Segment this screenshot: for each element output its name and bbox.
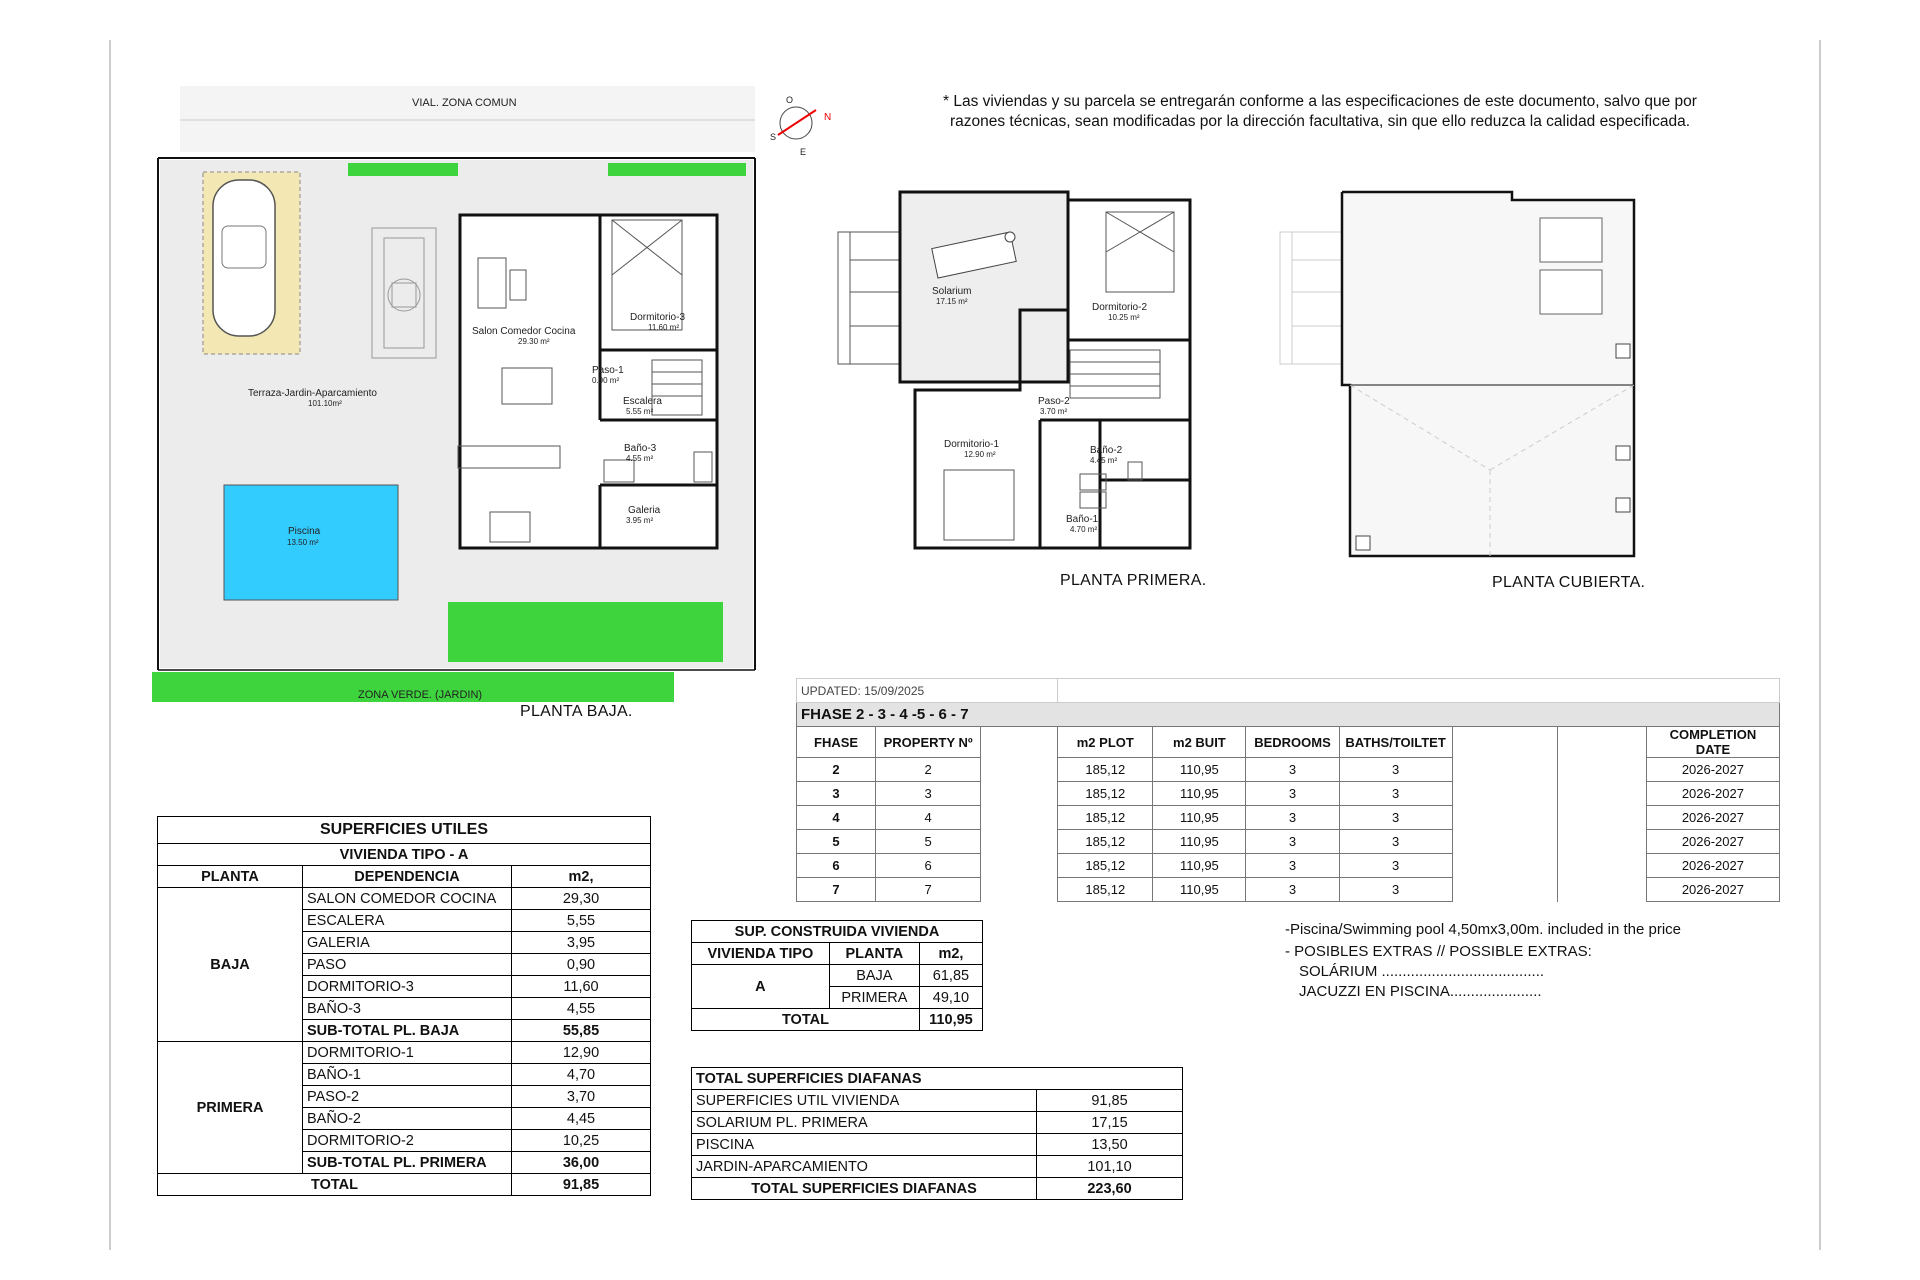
- diafanas-item-name: SUPERFICIES UTIL VIVIENDA: [692, 1090, 1037, 1112]
- diafanas-item-value: 101,10: [1037, 1156, 1183, 1178]
- fase-rows: [797, 758, 1780, 902]
- planta-primera-title: PLANTA PRIMERA.: [1060, 572, 1207, 589]
- dependencia-m2: 3,70: [512, 1086, 651, 1108]
- solarium-label: Solarium: [932, 286, 972, 297]
- fase-cell-bedrooms: 3: [1246, 854, 1339, 878]
- fase-header-fhase: FHASE: [797, 727, 876, 758]
- fase-header-plot: m2 PLOT: [1058, 727, 1153, 758]
- fase-title: FHASE 2 - 3 - 4 -5 - 6 - 7: [797, 703, 1780, 727]
- fase-cell-completion: 2026-2027: [1646, 878, 1779, 902]
- diafanas-rows: [692, 1090, 1183, 1178]
- subtotal-baja-label: SUB-TOTAL PL. BAJA: [303, 1020, 512, 1042]
- planta-baja-label: BAJA: [158, 888, 303, 1042]
- diafanas-title: TOTAL SUPERFICIES DIAFANAS: [692, 1068, 1183, 1090]
- table-row: [692, 1134, 1183, 1156]
- fase-cell-property: 7: [876, 878, 981, 902]
- delivery-note-line1: * Las viviendas y su parcela se entregarán conforme a las especificaciones de este documento, salvo que por: [943, 93, 1697, 110]
- dependencia-m2: 0,90: [512, 954, 651, 976]
- terraza-label: Terraza-Jardin-Aparcamiento: [248, 388, 377, 399]
- diafanas-total-label: TOTAL SUPERFICIES DIAFANAS: [692, 1178, 1037, 1200]
- construida-header-tipo: VIVIENDA TIPO: [692, 943, 830, 965]
- table-row: [158, 888, 651, 910]
- fase-cell-built: 110,95: [1153, 878, 1246, 902]
- solarium-area-text: 17.15 m²: [936, 297, 968, 306]
- dependencia-name: BAÑO-2: [303, 1108, 512, 1130]
- planta-cubierta-plan: [1280, 192, 1634, 556]
- fase-cell-property: 3: [876, 782, 981, 806]
- fase-header-bedrooms: BEDROOMS: [1246, 727, 1339, 758]
- fase-cell-fhase: 7: [797, 878, 876, 902]
- planta-primera-plan: [838, 192, 1190, 548]
- pool-label: Piscina: [288, 526, 321, 537]
- fase-cell-baths: 3: [1339, 854, 1452, 878]
- planta-cubierta-title: PLANTA CUBIERTA.: [1492, 574, 1646, 591]
- galeria-label: Galeria: [628, 505, 661, 516]
- fase-updated: UPDATED: 15/09/2025: [797, 679, 1058, 703]
- dependencia-name: SALON COMEDOR COCINA: [303, 888, 512, 910]
- fase-cell-bedrooms: 3: [1246, 806, 1339, 830]
- bano2-area: 4.45 m²: [1090, 456, 1118, 465]
- subtotal-baja-value: 55,85: [512, 1020, 651, 1042]
- fase-cell-property: 6: [876, 854, 981, 878]
- fase-header-property: PROPERTY Nº: [876, 727, 981, 758]
- compass-n: N: [824, 112, 832, 123]
- dependencia-name: DORMITORIO-2: [303, 1130, 512, 1152]
- table-row: [797, 758, 1780, 782]
- dependencia-m2: 3,95: [512, 932, 651, 954]
- superficies-utiles-table: [157, 816, 651, 1196]
- dependencia-name: DORMITORIO-3: [303, 976, 512, 998]
- fase-cell-completion: 2026-2027: [1646, 782, 1779, 806]
- dependencia-name: BAÑO-3: [303, 998, 512, 1020]
- fase-cell-baths: 3: [1339, 758, 1452, 782]
- dorm1-area: 12.90 m²: [964, 450, 996, 459]
- fase-cell-plot: 185,12: [1058, 854, 1153, 878]
- paso2-area: 3.70 m²: [1040, 407, 1068, 416]
- fase-cell-property: 2: [876, 758, 981, 782]
- fase-cell-bedrooms: 3: [1246, 758, 1339, 782]
- salon-label: Salon Comedor Cocina: [472, 326, 576, 337]
- diafanas-table: [691, 1067, 1183, 1200]
- extras-item-solarium: SOLÁRIUM .......................................: [1299, 963, 1545, 980]
- paso2-label: Paso-2: [1038, 396, 1070, 407]
- fase-cell-built: 110,95: [1153, 758, 1246, 782]
- superficies-subtitle: VIVIENDA TIPO - A: [158, 844, 651, 866]
- bano1-area: 4.70 m²: [1070, 525, 1098, 534]
- fase-cell-plot: 185,12: [1058, 758, 1153, 782]
- table-row: [797, 782, 1780, 806]
- bano2-label: Baño-2: [1090, 445, 1123, 456]
- table-row: [797, 854, 1780, 878]
- delivery-note-line2: razones técnicas, sean modificadas por la dirección facultativa, sin que ello reduzca la calidad especificada.: [949, 113, 1691, 130]
- salon-area: 29.30 m²: [518, 337, 550, 346]
- fase-cell-baths: 3: [1339, 782, 1452, 806]
- dorm2-area: 10.25 m²: [1108, 313, 1140, 322]
- fase-cell-bedrooms: 3: [1246, 782, 1339, 806]
- table-row: [797, 806, 1780, 830]
- fase-cell-built: 110,95: [1153, 782, 1246, 806]
- table-row: [692, 1090, 1183, 1112]
- fase-cell-fhase: 4: [797, 806, 876, 830]
- compass-e: E: [800, 147, 807, 157]
- dependencia-name: PASO: [303, 954, 512, 976]
- pergola-primera: [838, 232, 900, 364]
- dependencia-name: ESCALERA: [303, 910, 512, 932]
- fase-cell-completion: 2026-2027: [1646, 854, 1779, 878]
- street-area: [180, 86, 755, 152]
- extras-pool: -Piscina/Swimming pool 4,50mx3,00m. included in the price: [1285, 921, 1682, 938]
- galeria-area: 3.95 m²: [626, 516, 654, 525]
- fase-cell-fhase: 3: [797, 782, 876, 806]
- table-row: [158, 1042, 651, 1064]
- fase-table: [796, 678, 1780, 902]
- diafanas-item-name: JARDIN-APARCAMIENTO: [692, 1156, 1037, 1178]
- dependencia-name: PASO-2: [303, 1086, 512, 1108]
- dependencia-m2: 5,55: [512, 910, 651, 932]
- superficies-total-label: TOTAL: [158, 1174, 512, 1196]
- construida-m2-baja: 61,85: [919, 965, 982, 987]
- fase-cell-plot: 185,12: [1058, 806, 1153, 830]
- compass-icon: [770, 95, 831, 157]
- construida-total-value: 110,95: [919, 1009, 982, 1031]
- planta-baja-title: PLANTA BAJA.: [520, 703, 633, 720]
- construida-header-m2: m2,: [919, 943, 982, 965]
- dependencia-name: BAÑO-1: [303, 1064, 512, 1086]
- fase-cell-plot: 185,12: [1058, 782, 1153, 806]
- superficies-total-value: 91,85: [512, 1174, 651, 1196]
- paso1-area: 0.90 m²: [592, 376, 620, 385]
- fase-header-completion: COMPLETION DATE: [1646, 727, 1779, 758]
- dependencia-m2: 4,55: [512, 998, 651, 1020]
- green-strip-top-left: [348, 163, 458, 176]
- solarium-area: [900, 192, 1068, 382]
- planta-baja-plan: [152, 86, 755, 702]
- bano1-label: Baño-1: [1066, 514, 1099, 525]
- dependencia-m2: 12,90: [512, 1042, 651, 1064]
- construida-title: SUP. CONSTRUIDA VIVIENDA: [692, 921, 983, 943]
- diafanas-item-name: PISCINA: [692, 1134, 1037, 1156]
- construida-tipo: A: [692, 965, 830, 1009]
- fase-cell-built: 110,95: [1153, 830, 1246, 854]
- terraza-area: 101.10m²: [308, 399, 342, 408]
- diafanas-item-value: 91,85: [1037, 1090, 1183, 1112]
- fase-cell-bedrooms: 3: [1246, 830, 1339, 854]
- fase-cell-baths: 3: [1339, 878, 1452, 902]
- dependencia-m2: 11,60: [512, 976, 651, 998]
- compass-s: S: [770, 132, 777, 142]
- bano3-label: Baño-3: [624, 443, 657, 454]
- dependencia-m2: 29,30: [512, 888, 651, 910]
- dependencia-m2: 4,45: [512, 1108, 651, 1130]
- bano3-area: 4.55 m²: [626, 454, 654, 463]
- table-row: [692, 1156, 1183, 1178]
- fase-cell-plot: 185,12: [1058, 830, 1153, 854]
- fase-cell-property: 5: [876, 830, 981, 854]
- construida-header-planta: PLANTA: [829, 943, 919, 965]
- extras-block: [1285, 920, 1681, 1002]
- pool-area: 13.50 m²: [287, 538, 319, 547]
- green-strip-top-right: [608, 163, 746, 176]
- diafanas-total-value: 223,60: [1037, 1178, 1183, 1200]
- construida-planta-baja: BAJA: [829, 965, 919, 987]
- fase-cell-built: 110,95: [1153, 854, 1246, 878]
- dorm2-label: Dormitorio-2: [1092, 302, 1148, 313]
- table-row: [797, 878, 1780, 902]
- dependencia-name: DORMITORIO-1: [303, 1042, 512, 1064]
- fase-cell-fhase: 6: [797, 854, 876, 878]
- fase-cell-fhase: 5: [797, 830, 876, 854]
- escalera-area: 5.55 m²: [626, 407, 654, 416]
- dependencia-m2: 10,25: [512, 1130, 651, 1152]
- superficies-baja-group: [158, 888, 651, 1042]
- fase-cell-baths: 3: [1339, 830, 1452, 854]
- diafanas-item-value: 17,15: [1037, 1112, 1183, 1134]
- fase-cell-completion: 2026-2027: [1646, 806, 1779, 830]
- fase-cell-built: 110,95: [1153, 806, 1246, 830]
- construida-total-label: TOTAL: [692, 1009, 920, 1031]
- compass-o: O: [786, 95, 794, 105]
- zona-verde-label: ZONA VERDE. (JARDIN): [358, 689, 483, 701]
- fase-header-baths: BATHS/TOILTET: [1339, 727, 1452, 758]
- fase-cell-plot: 185,12: [1058, 878, 1153, 902]
- paso1-label: Paso-1: [592, 365, 624, 376]
- diafanas-item-name: SOLARIUM PL. PRIMERA: [692, 1112, 1037, 1134]
- construida-m2-primera: 49,10: [919, 987, 982, 1009]
- fase-cell-baths: 3: [1339, 806, 1452, 830]
- header-m2: m2,: [512, 866, 651, 888]
- planta-primera-label: PRIMERA: [158, 1042, 303, 1174]
- vial-label: VIAL. ZONA COMUN: [412, 97, 517, 109]
- construida-planta-primera: PRIMERA: [829, 987, 919, 1009]
- subtotal-primera-label: SUB-TOTAL PL. PRIMERA: [303, 1152, 512, 1174]
- dorm3-label: Dormitorio-3: [630, 312, 686, 323]
- escalera-label: Escalera: [623, 396, 662, 407]
- superficies-primera-group: [158, 1042, 651, 1174]
- construida-table: [691, 920, 983, 1031]
- dorm3-area: 11.60 m²: [648, 323, 679, 332]
- fase-cell-completion: 2026-2027: [1646, 830, 1779, 854]
- header-dependencia: DEPENDENCIA: [303, 866, 512, 888]
- fase-cell-completion: 2026-2027: [1646, 758, 1779, 782]
- dependencia-name: GALERIA: [303, 932, 512, 954]
- table-row: [797, 830, 1780, 854]
- header-planta: PLANTA: [158, 866, 303, 888]
- table-row: [692, 1112, 1183, 1134]
- dependencia-m2: 4,70: [512, 1064, 651, 1086]
- ground-floor-walls: [460, 215, 717, 548]
- fase-header-built: m2 BUIT: [1153, 727, 1246, 758]
- extras-item-jacuzzi: JACUZZI EN PISCINA......................: [1299, 983, 1542, 1000]
- fase-cell-bedrooms: 3: [1246, 878, 1339, 902]
- fase-cell-fhase: 2: [797, 758, 876, 782]
- delivery-note: [900, 92, 1740, 132]
- dorm1-label: Dormitorio-1: [944, 439, 1000, 450]
- extras-title: - POSIBLES EXTRAS // POSSIBLE EXTRAS:: [1285, 943, 1592, 960]
- fase-cell-property: 4: [876, 806, 981, 830]
- subtotal-primera-value: 36,00: [512, 1152, 651, 1174]
- diafanas-item-value: 13,50: [1037, 1134, 1183, 1156]
- superficies-title: SUPERFICIES UTILES: [158, 817, 651, 844]
- green-lawn: [448, 602, 723, 662]
